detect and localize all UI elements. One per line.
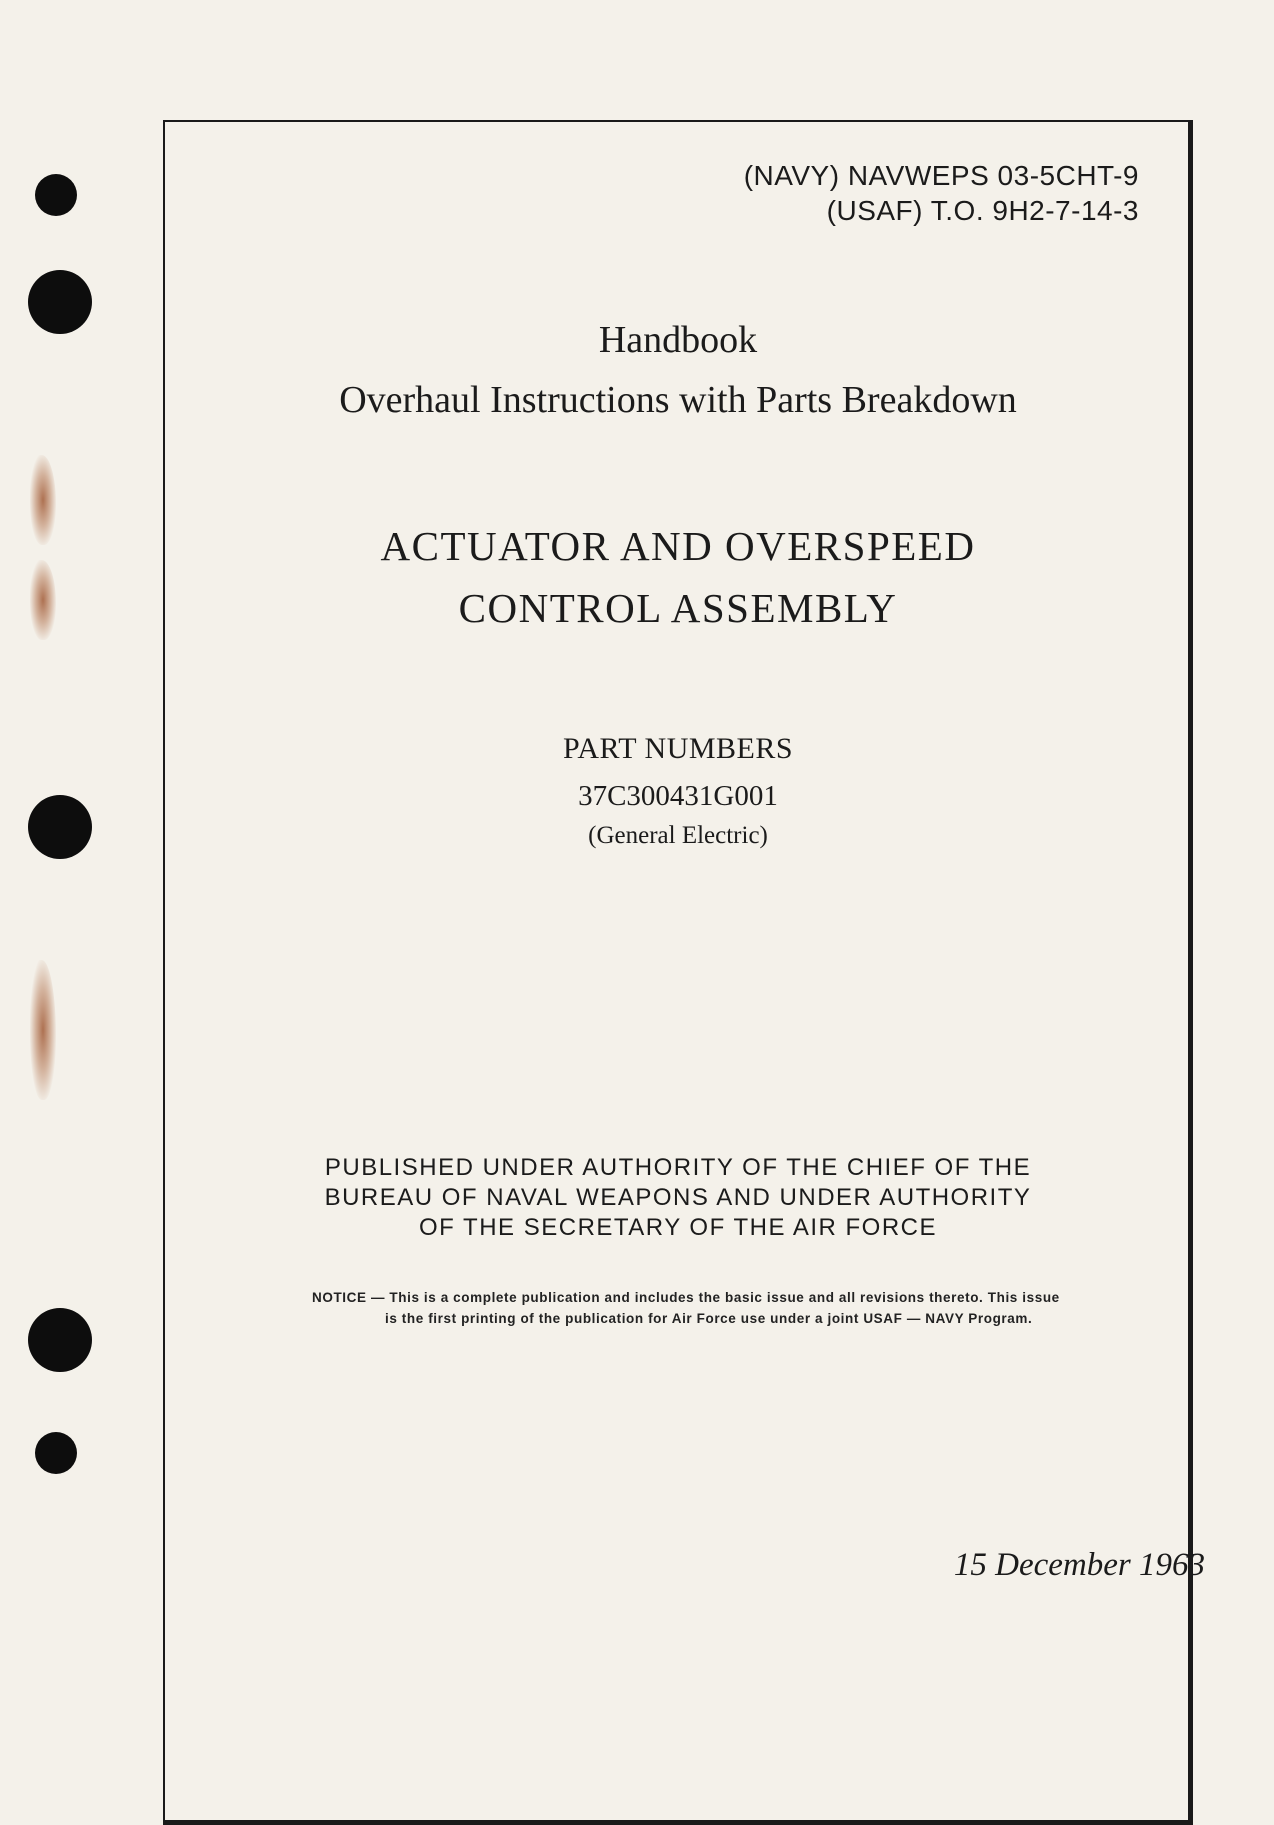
part-numbers-label: PART NUMBERS <box>562 732 794 765</box>
document-subtitle: Overhaul Instructions with Parts Breakdown <box>339 379 1017 421</box>
handbook-label: Handbook <box>598 319 758 361</box>
usaf-publication-number: (USAF) T.O. 9H2-7-14-3 <box>826 195 1139 226</box>
notice-line: is the first printing of the publication for Air Force use under a joint USAF — NAVY Program. <box>385 1311 1033 1326</box>
rust-stain-icon <box>30 560 56 640</box>
notice-paragraph <box>312 1287 1112 1329</box>
binder-hole-icon <box>28 1308 92 1372</box>
rust-stain-icon <box>30 455 56 545</box>
binder-hole-icon <box>28 270 92 334</box>
authority-line: PUBLISHED UNDER AUTHORITY OF THE CHIEF OF THE <box>324 1154 1032 1181</box>
authority-statement <box>163 1153 1193 1243</box>
document-title-line1: ACTUATOR AND OVERSPEED <box>380 523 976 569</box>
authority-line: OF THE SECRETARY OF THE AIR FORCE <box>418 1214 938 1241</box>
document-title-line2: CONTROL ASSEMBLY <box>458 585 898 631</box>
binder-hole-icon <box>35 1432 77 1474</box>
part-number-value: 37C300431G001 <box>578 780 778 812</box>
binder-hole-icon <box>28 795 92 859</box>
part-number-manufacturer: (General Electric) <box>588 822 768 849</box>
binder-hole-icon <box>35 174 77 216</box>
authority-line: BUREAU OF NAVAL WEAPONS AND UNDER AUTHORITY <box>324 1184 1032 1211</box>
notice-line: NOTICE — This is a complete publication and includes the basic issue and all revisions thereto. This issue <box>312 1290 1060 1305</box>
publication-date: 15 December 1963 <box>953 1547 1205 1583</box>
rust-stain-icon <box>30 960 56 1100</box>
navy-publication-number: (NAVY) NAVWEPS 03-5CHT-9 <box>743 160 1139 191</box>
